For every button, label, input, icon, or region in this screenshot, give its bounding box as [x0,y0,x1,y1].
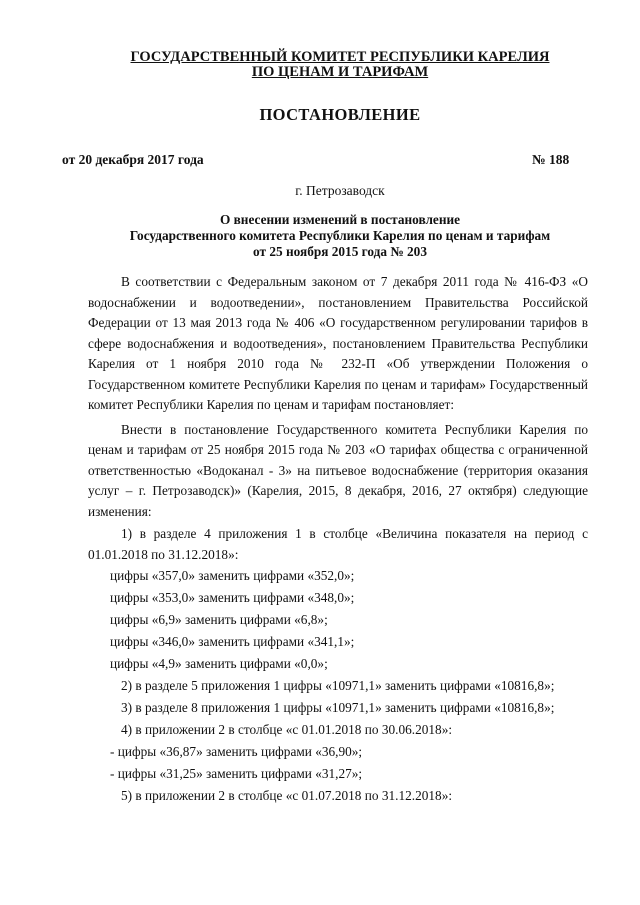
amendment-sub-item: - цифры «36,87» заменить цифрами «36,90»; [110,744,363,759]
resolution-paragraph: Внести в постановление Государственного комитета Республики Карелия по ценам и тарифам от 25 ноября 2015 года № 203 «О тарифах общества с ограниченной ответственностью «Водоканал - 3» на питьевое водоснабжение (территория оказания услуг – г. Петрозаводск)» (Карелия, 2015, 8 декабря, 2016, 27 октября) следующие изменения: [88,421,588,519]
agency-name-line2: ПО ЦЕНАМ И ТАРИФАМ [251,64,429,80]
document-body [88,272,588,807]
document-type-title: ПОСТАНОВЛЕНИЕ [259,105,421,124]
document-date: от 20 декабря 2017 года [62,152,204,167]
amendment-item-4: 4) в приложении 2 в столбце «с 01.01.2018 по 30.06.2018»: [121,722,453,737]
amendment-item-1: 1) в разделе 4 приложения 1 в столбце «Величина показателя на период с 01.01.2018 по 31.12.2018»: [88,526,588,562]
subject-line1: О внесении изменений в постановление [219,212,461,227]
amendment-sub-item: - цифры «31,25» заменить цифрами «31,27»; [110,766,363,781]
amendment-item-2: 2) в разделе 5 приложения 1 цифры «10971,1» заменить цифрами «10816,8»; [121,678,555,693]
amendment-sub-item: цифры «6,9» заменить цифрами «6,8»; [110,612,328,627]
preamble-paragraph: В соответствии с Федеральным законом от 7 декабря 2011 года № 416-ФЗ «О водоснабжении и водоотведении», постановлением Правительства Российской Федерации от 13 мая 2013 года № 406 «О государственном регулировании тарифов в сфере водоснабжения и водоотведения», постановлением Правительства Республики Карелия от 1 ноября 2010 года № 232-П «Об утверждении Положения о Государственном комитете Республики Карелия по ценам и тарифам» Государственный комитет Республики Карелия по ценам и тарифам постановляет: [88,274,588,412]
subject-line2: Государственного комитета Республики Карелия по ценам и тарифам [129,228,551,243]
document-number: № 188 [532,152,570,167]
subject-line3: от 25 ноября 2015 года № 203 [253,244,427,259]
amendment-item-3: 3) в разделе 8 приложения 1 цифры «10971,1» заменить цифрами «10816,8»; [121,700,555,715]
amendment-sub-item: цифры «357,0» заменить цифрами «352,0»; [110,568,355,583]
amendment-item-5: 5) в приложении 2 в столбце «с 01.07.2018 по 31.12.2018»: [121,788,453,803]
amendment-sub-item: цифры «346,0» заменить цифрами «341,1»; [110,634,355,649]
document-city: г. Петрозаводск [295,183,385,198]
agency-name-line1: ГОСУДАРСТВЕННЫЙ КОМИТЕТ РЕСПУБЛИКИ КАРЕЛИЯ [130,49,550,65]
amendment-sub-item: цифры «4,9» заменить цифрами «0,0»; [110,656,328,671]
amendment-sub-item: цифры «353,0» заменить цифрами «348,0»; [110,590,355,605]
